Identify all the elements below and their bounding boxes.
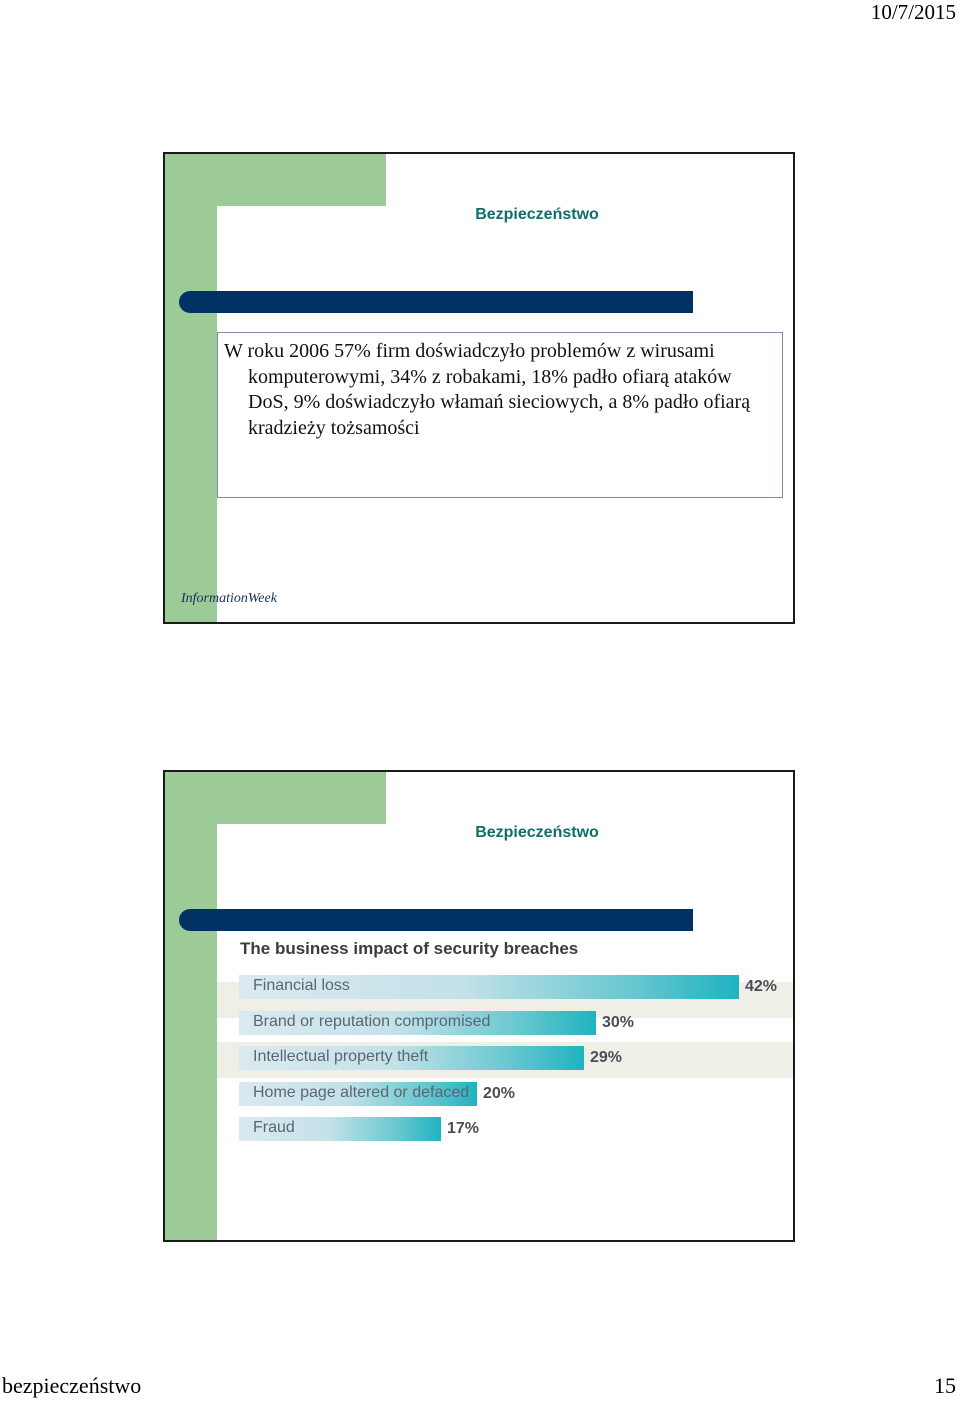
bar [239,975,739,999]
bar-category-label: Home page altered or defaced [253,1083,470,1101]
bar-value-label: 29% [590,1049,623,1066]
bar-row [165,1082,793,1106]
bar [239,1117,441,1141]
title-underline-bar [179,291,693,313]
slide-white-corner [217,824,387,884]
bar-value-label: 20% [483,1084,516,1102]
slide-green-band [165,154,217,622]
slide-green-band [165,772,217,1240]
bar [239,1046,584,1070]
page-date: 10/7/2015 [870,0,956,24]
bar-row [165,1011,793,1035]
footer-title: bezpieczeństwo [2,1373,142,1398]
bar-row [165,975,793,999]
slide-green-top [165,154,386,206]
bar-value-label: 17% [447,1120,480,1137]
bar-category-label: Intellectual property theft [253,1048,429,1065]
chart-title: The business impact of security breaches [240,939,579,958]
slide-title: Bezpieczeństwo [475,824,599,841]
bar-value-label: 42% [745,978,778,995]
bar-category-label: Financial loss [253,977,350,994]
slide-green-top [165,772,386,824]
bar [239,1082,477,1106]
bar [239,1011,596,1035]
title-underline-bar [179,909,693,931]
slide-2 [163,770,795,1242]
page-number: 15 [934,1373,956,1398]
bar-value-label: 30% [602,1013,635,1031]
bar-category-label: Fraud [253,1119,295,1136]
content-text-box [217,332,783,498]
slide-title: Bezpieczeństwo [475,206,599,223]
bar-category-label: Brand or reputation compromised [253,1012,491,1030]
bar-row [165,1117,793,1141]
slide-body-text: W roku 2006 57% firm doświadczyło problemów z wirusami komputerowymi, 34% z robakami, 18% padło ofiarą ataków DoS, 9% doświadczyło włamań sieciowych, a 8% padło ofiarą kradzieży tożsamości [224,340,751,439]
slide-white-corner [217,206,387,266]
slide-1 [163,152,795,624]
source-label: InformationWeek [181,591,277,606]
bar-row [165,1046,793,1070]
